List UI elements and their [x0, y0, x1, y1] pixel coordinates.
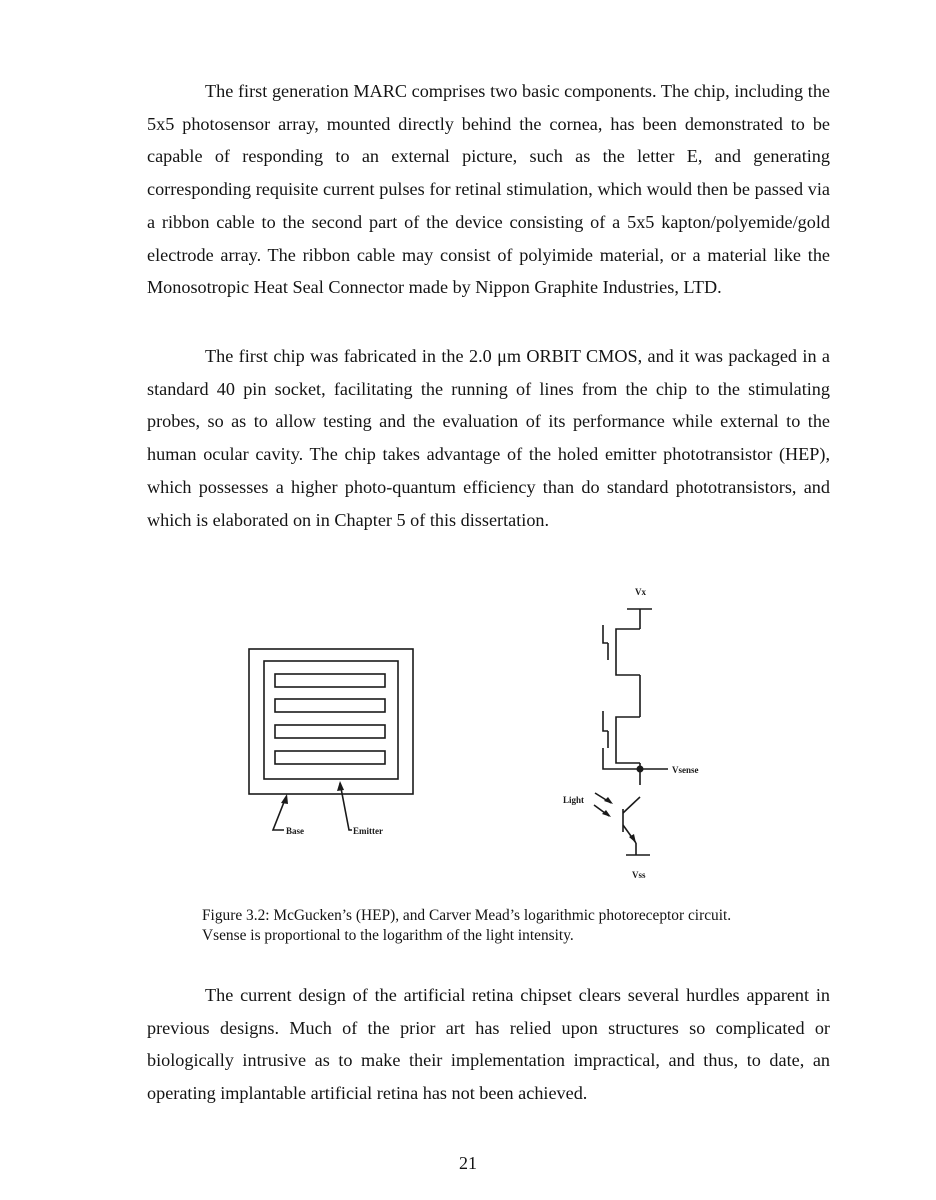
caption-line-2: Vsense is proportional to the logarithm of the light intensity.	[202, 927, 574, 944]
hep-layout-diagram	[249, 649, 413, 830]
vsense-node	[637, 766, 644, 773]
emitter-finger	[275, 725, 385, 738]
light-arrow-1-head	[604, 797, 613, 804]
caption-line-1: Figure 3.2: McGucken’s (HEP), and Carver Mead’s logarithmic photoreceptor circuit.	[202, 907, 732, 924]
vss-label: Vss	[632, 870, 646, 880]
emitter-label: Emitter	[353, 826, 383, 836]
figure-3-2	[240, 585, 720, 885]
transistor-2	[616, 717, 640, 763]
transistor-2-gate-lead	[603, 711, 608, 731]
phototransistor-collector	[623, 797, 640, 813]
emitter-finger	[275, 751, 385, 764]
transistor-1	[616, 629, 640, 675]
body-paragraph-1: The first generation MARC comprises two basic components. The chip, including the 5x5 photosensor array, mounted directly behind the cornea, has been demonstrated to be capable of responding to an external picture, such as the letter E, and generating corresponding requisite current pulses for retinal stimulation, which would then be passed via a ribbon cable to the second part of the device consisting of a 5x5 kapton/polyemide/gold electrode array. The ribbon cable may consist of polyimide material, or a material like the Monosotropic Heat Seal Connector made by Nippon Graphite Industries, LTD.	[147, 81, 830, 298]
base-pointer-arrowhead	[281, 794, 288, 804]
vsense-label: Vsense	[672, 765, 699, 775]
body-paragraph-2: The first chip was fabricated in the 2.0 μm ORBIT CMOS, and it was packaged in a standard 40 pin socket, facilitating the running of lines from the chip to the stimulating probes, so as to allow testing and the evaluation of its performance while external to the human ocular cavity. The chip takes advantage of the holed emitter phototransistor (HEP), which possesses a higher photo-quantum efficiency than do standard phototransistors, and which is elaborated on in Chapter 5 of this dissertation.	[147, 346, 830, 530]
diode-connection	[603, 748, 640, 769]
vx-label: Vx	[635, 587, 646, 597]
hep-outer-frame	[249, 649, 413, 794]
page-number: 21	[459, 1153, 477, 1173]
emitter-pointer-arrowhead	[337, 781, 344, 791]
emitter-finger	[275, 674, 385, 687]
emitter-finger	[275, 699, 385, 712]
photoreceptor-circuit	[594, 609, 668, 855]
base-label: Base	[286, 826, 304, 836]
transistor-1-gate-lead	[603, 625, 608, 643]
hep-base-region	[264, 661, 398, 779]
figure-caption	[202, 906, 842, 946]
body-paragraph-3: The current design of the artificial retina chipset clears several hurdles apparent in previous designs. Much of the prior art has relied upon structures so complicated or biologically intrusive as to make their implementation impractical, and thus, to date, an operating implantable artificial retina has not been achieved.	[147, 985, 830, 1104]
light-label: Light	[563, 795, 585, 805]
